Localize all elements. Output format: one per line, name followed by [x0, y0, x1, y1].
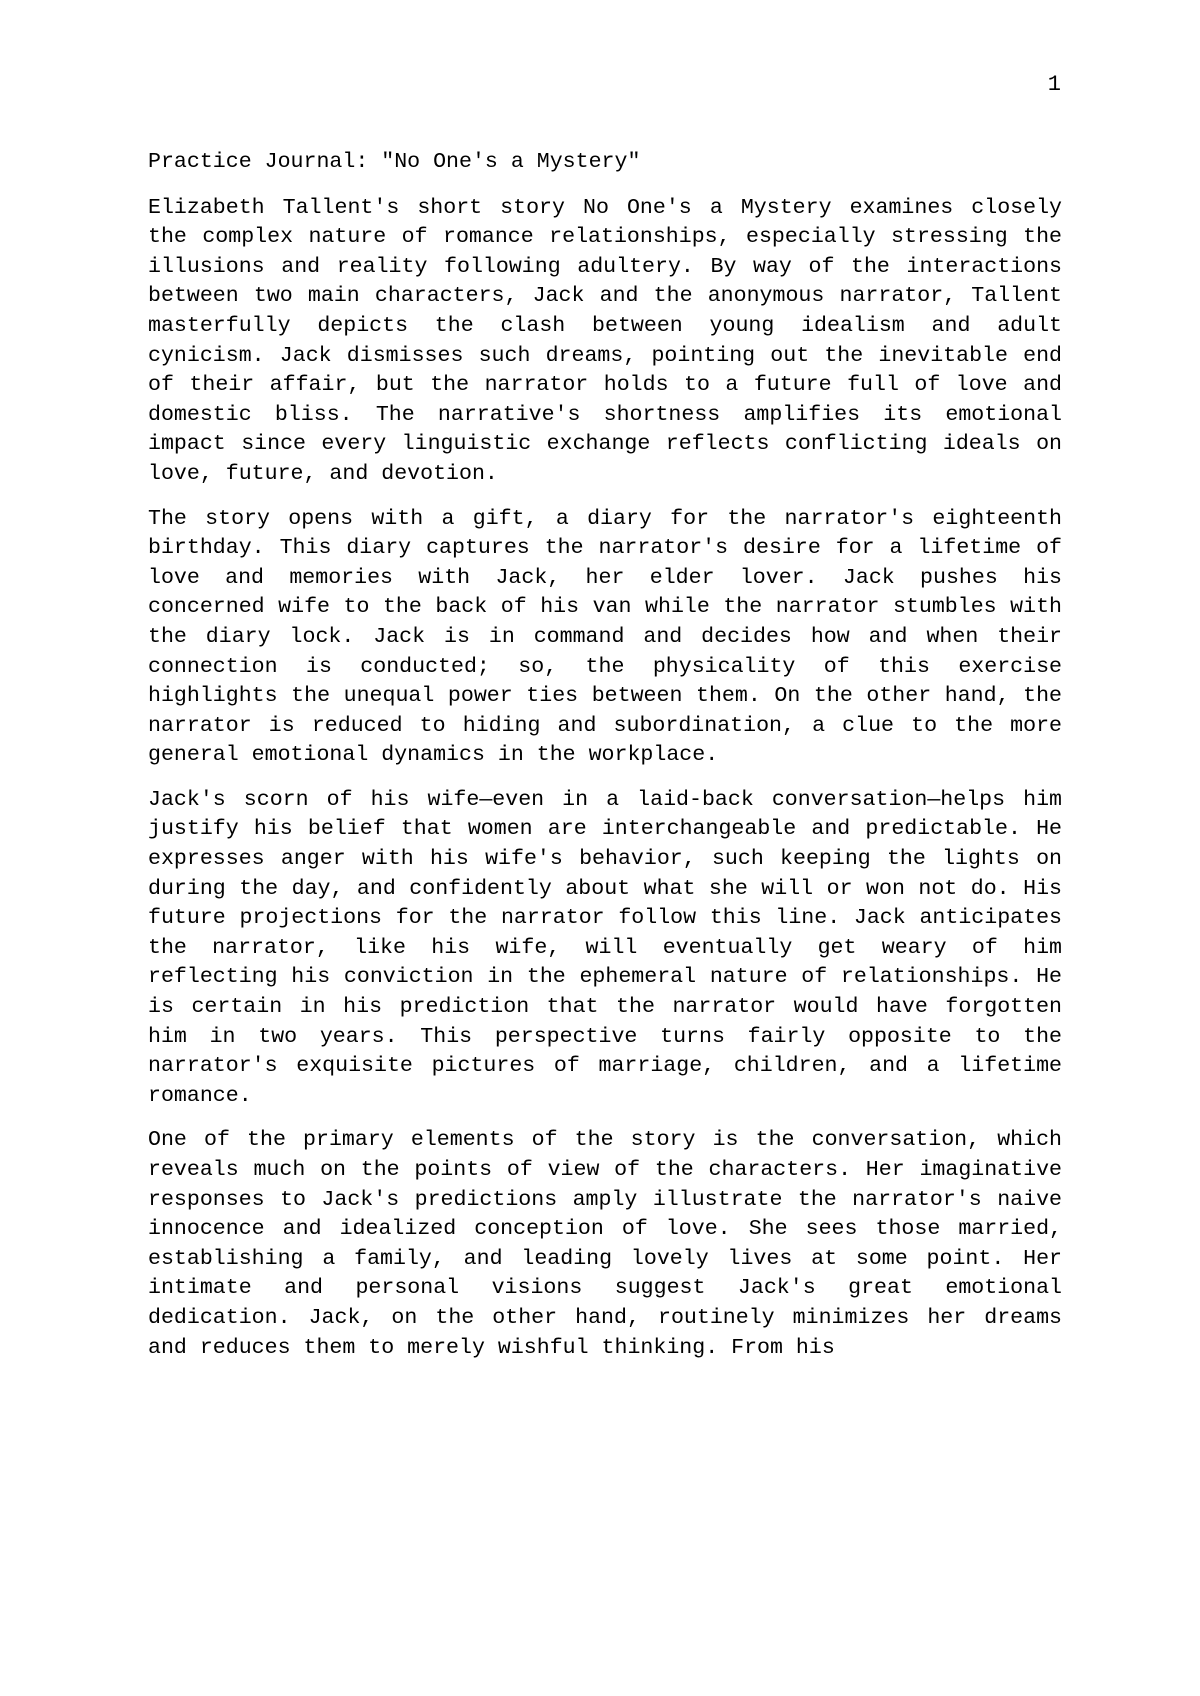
document-body — [148, 148, 1062, 1378]
page-number: 1 — [1047, 72, 1061, 97]
paragraph-3: Jack's scorn of his wife—even in a laid-back conversation—helps him justify his belief that women are interchangeable and predictable. He expresses anger with his wife's behavior, such keeping the lights on during the day, and confidently about what she will or won not do. His future projections for the narrator follow this line. Jack anticipates the narrator, like his wife, will eventually get weary of him reflecting his conviction in the ephemeral nature of relationships. He is certain in his prediction that the narrator would have forgotten him in two years. This perspective turns fairly opposite to the narrator's exquisite pictures of marriage, children, and a lifetime romance. — [148, 787, 1062, 1108]
document-title: Practice Journal: "No One's a Mystery" — [148, 150, 641, 174]
paragraph-1: Elizabeth Tallent's short story No One's a Mystery examines closely the complex nature of romance relationships, especially stressing the illusions and reality following adultery. By way of the interactions between two main characters, Jack and the anonymous narrator, Tallent masterfully depicts the clash between young idealism and adult cynicism. Jack dismisses such dreams, pointing out the inevitable end of their affair, but the narrator holds to a future full of love and domestic bliss. The narrative's shortness amplifies its emotional impact since every linguistic exchange reflects conflicting ideals on love, future, and devotion. — [148, 195, 1062, 486]
paragraph-2: The story opens with a gift, a diary for the narrator's eighteenth birthday. This diary captures the narrator's desire for a lifetime of love and memories with Jack, her elder lover. Jack pushes his concerned wife to the back of his van while the narrator stumbles with the diary lock. Jack is in command and decides how and when their connection is conducted; so, the physicality of this exercise highlights the unequal power ties between them. On the other hand, the narrator is reduced to hiding and subordination, a clue to the more general emotional dynamics in the workplace. — [148, 506, 1062, 768]
paragraph-4: One of the primary elements of the story is the conversation, which reveals much on the points of view of the characters. Her imaginative responses to Jack's predictions amply illustrate the narrator's naive innocence and idealized conception of love. She sees those married, establishing a family, and leading lovely lives at some point. Her intimate and personal visions suggest Jack's great emotional dedication. Jack, on the other hand, routinely minimizes her dreams and reduces them to merely wishful thinking. From his — [148, 1128, 1062, 1360]
